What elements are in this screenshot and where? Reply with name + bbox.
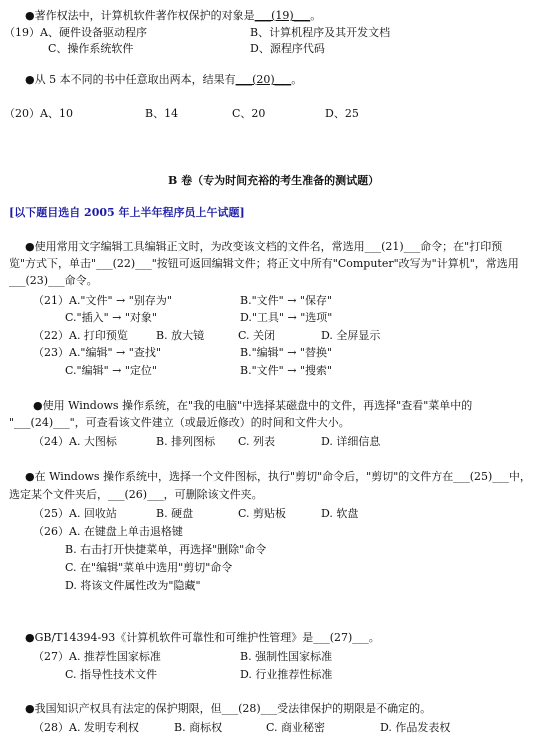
q24-option-c: C. 列表 <box>238 435 276 448</box>
q26-option-a: （26）A. 在键盘上单击退格键 <box>33 525 183 538</box>
q19-option-d: D、源程序代码 <box>250 42 325 55</box>
q26-option-d: D. 将该文件属性改为"隐藏" <box>65 579 201 592</box>
q26-option-c: C. 在"编辑"菜单中选用"剪切"命令 <box>65 561 233 574</box>
q24-option-d: D. 详细信息 <box>321 435 381 448</box>
q23-option-b: B."编辑" → "替换" <box>240 346 333 359</box>
q23-option-c: C."编辑" → "定位" <box>65 364 157 377</box>
q22-option-d: D. 全屏显示 <box>321 329 381 342</box>
q26-option-b: B. 右击打开快捷菜单，再选择"删除"命令 <box>65 543 267 556</box>
q20-option-c: C、20 <box>232 107 266 120</box>
q25-option-d: D. 软盘 <box>321 507 359 520</box>
q20-option-b: B、14 <box>145 107 179 120</box>
q24-line-2: "___(24)___"，可查看该文件建立（或最近修改）的时间和文件大小。 <box>9 416 350 429</box>
q27-option-c: C. 指导性技术文件 <box>65 668 158 681</box>
q21-line-1: ●使用常用文字编辑工具编辑正文时，为改变该文档的文件名，常选用___(21)___命令；在"打印预 <box>25 240 503 253</box>
q19-option-a: （19）A、硬件设备驱动程序 <box>4 26 147 39</box>
q28-line-1: ●我国知识产权具有法定的保护期限，但___(28)___受法律保护的期限是不确定的。 <box>25 702 432 715</box>
section-title: B 卷（专为时间充裕的考生准备的测试题） <box>168 174 380 187</box>
q20-blank: ___(20)___ <box>235 73 292 86</box>
q24-line-1: ●使用 Windows 操作系统，在"我的电脑"中选择某磁盘中的文件，再选择"查看"菜单中的 <box>33 399 473 412</box>
q23-option-d: B."文件" → "搜索" <box>240 364 333 377</box>
q28-option-d: D. 作品发表权 <box>380 721 451 734</box>
q19-option-b: B、计算机程序及其开发文档 <box>250 26 391 39</box>
section-note: [以下题目选自 2005 年上半年程序员上午试题] <box>9 206 245 219</box>
q19-blank: ___(19)___ <box>254 9 311 22</box>
q28-option-a: （28）A. 发明专利权 <box>33 721 139 734</box>
q25-line-2: 选定某个文件夹后，___(26)___，可删除该文件夹。 <box>9 488 263 501</box>
q25-option-c: C. 剪贴板 <box>238 507 287 520</box>
q27-option-a: （27）A. 推荐性国家标准 <box>33 650 161 663</box>
q28-option-b: B. 商标权 <box>174 721 223 734</box>
q24-option-b: B. 排列图标 <box>156 435 216 448</box>
q25-line-1: ●在 Windows 操作系统中，选择一个文件图标，执行"剪切"命令后，"剪切"的文件方在___(25)___中， <box>25 470 531 483</box>
q22-option-a: （22）A. 打印预览 <box>33 329 128 342</box>
q21-line-2: 览"方式下，单击"___(22)___"按钮可返回编辑文件；将正文中所有"Computer"改写为"计算机"，常选用 <box>9 257 519 270</box>
q21-line-3: ___(23)___命令。 <box>9 274 98 287</box>
q20-stem-text: ●从 5 本不同的书中任意取出两本，结果有 <box>25 73 236 86</box>
q19-stem <box>25 9 321 23</box>
q27-option-b: B. 强制性国家标准 <box>240 650 333 663</box>
q23-option-a: （23）A."编辑" → "查找" <box>33 346 161 359</box>
q20-option-a: （20）A、10 <box>4 107 73 120</box>
q21-option-d: D."工具" → "选项" <box>240 311 333 324</box>
q21-option-c: C."插入" → "对象" <box>65 311 157 324</box>
q28-option-c: C. 商业秘密 <box>266 721 326 734</box>
q21-option-b: B."文件" → "保存" <box>240 294 333 307</box>
q27-line-1: ●GB/T14394-93《计算机软件可靠性和可维护性管理》是___(27)___。 <box>25 631 380 644</box>
q25-option-a: （25）A. 回收站 <box>33 507 117 520</box>
q19-option-c: C、操作系统软件 <box>48 42 134 55</box>
q25-option-b: B. 硬盘 <box>156 507 194 520</box>
q20-option-d: D、25 <box>325 107 359 120</box>
q21-option-a: （21）A."文件" → "别存为" <box>33 294 172 307</box>
q19-stem-text: ●著作权法中，计算机软件著作权保护的对象是 <box>25 9 255 22</box>
q27-option-d: D. 行业推荐性标准 <box>240 668 333 681</box>
q19-end: 。 <box>310 9 322 22</box>
q22-option-b: B. 放大镜 <box>156 329 205 342</box>
q20-stem <box>25 73 302 87</box>
q24-option-a: （24）A. 大图标 <box>33 435 117 448</box>
q22-option-c: C. 关闭 <box>238 329 276 342</box>
q20-end: 。 <box>291 73 303 86</box>
